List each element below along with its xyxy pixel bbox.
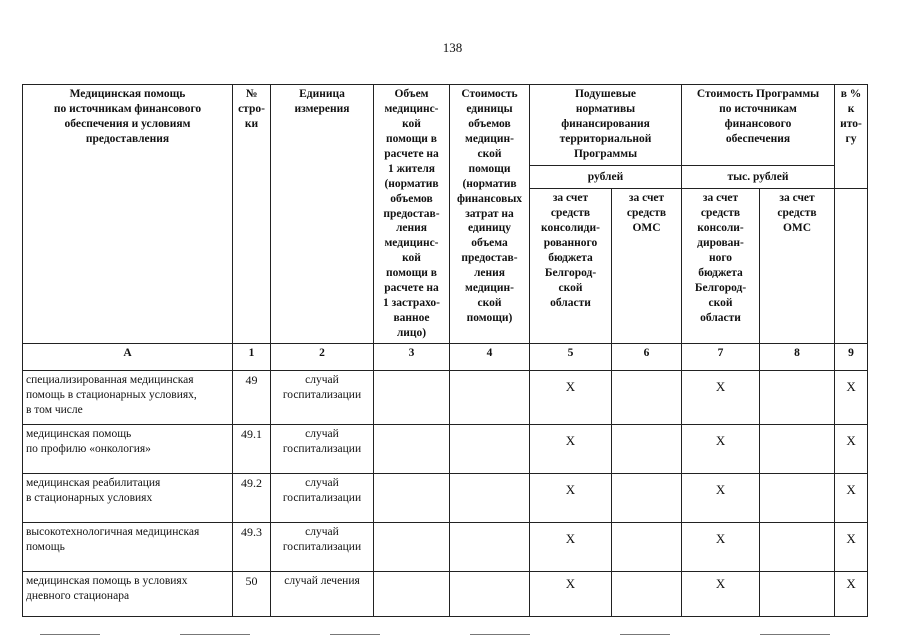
scan-mark [40,634,100,635]
row-col-6 [612,424,682,473]
header-col-9: в % к ито- гу [835,85,868,189]
row-number: 49.3 [233,522,271,571]
index-cell: 2 [271,343,374,370]
column-index-row [23,343,868,370]
row-col-7: Х [682,571,760,616]
row-number: 49.1 [233,424,271,473]
scan-mark [180,634,250,635]
row-col-3 [374,571,450,616]
index-cell: 6 [612,343,682,370]
header-col-1: № стро- ки [233,85,271,344]
row-col-3 [374,370,450,424]
row-col-5: Х [530,424,612,473]
row-col-9: Х [835,522,868,571]
index-cell: 5 [530,343,612,370]
header-unit-5-6: рублей [530,166,682,189]
page-number: 138 [442,40,463,55]
row-name: медицинская помощь по профилю «онкология» [23,424,233,473]
header-col-5: за счет средств консолиди- рованного бюджета Белгород- ской области [530,189,612,344]
row-number: 49.2 [233,473,271,522]
header-col-9-empty [835,189,868,344]
scan-mark [470,634,530,635]
row-col-6 [612,571,682,616]
scan-mark [620,634,670,635]
row-unit: случай госпитализации [271,370,374,424]
row-col-7: Х [682,522,760,571]
table-row [23,424,868,473]
row-col-6 [612,370,682,424]
row-col-9: Х [835,424,868,473]
row-col-5: Х [530,571,612,616]
row-col-6 [612,473,682,522]
row-unit: случай госпитализации [271,473,374,522]
header-col-8: за счет средств ОМС [760,189,835,344]
row-unit: случай лечения [271,571,374,616]
row-col-6 [612,522,682,571]
row-col-4 [450,522,530,571]
row-col-8 [760,473,835,522]
header-col-6: за счет средств ОМС [612,189,682,344]
header-col-4: Стоимость единицы объемов медицин- ской помощи (норматив финансовых затрат на единицу объема предостав- ления медицин- ской помощи) [450,85,530,344]
row-col-3 [374,424,450,473]
row-col-8 [760,571,835,616]
row-col-7: Х [682,473,760,522]
scan-mark [330,634,380,635]
financing-table [22,84,868,617]
row-col-4 [450,370,530,424]
scan-mark [760,634,830,635]
row-col-3 [374,522,450,571]
row-col-5: Х [530,522,612,571]
header-unit-7-8: тыс. рублей [682,166,835,189]
header-group-5-6: Подушевые нормативы финансирования территориальной Программы [530,85,682,166]
index-cell: 7 [682,343,760,370]
row-col-5: Х [530,370,612,424]
row-col-8 [760,522,835,571]
header-col-7: за счет средств консоли- дирован- ного бюджета Белгород- ской области [682,189,760,344]
row-col-8 [760,370,835,424]
table-row [23,571,868,616]
row-col-3 [374,473,450,522]
row-unit: случай госпитализации [271,522,374,571]
row-col-9: Х [835,370,868,424]
row-col-5: Х [530,473,612,522]
index-cell: А [23,343,233,370]
row-col-9: Х [835,571,868,616]
row-unit: случай госпитализации [271,424,374,473]
row-col-8 [760,424,835,473]
header-row-1 [23,85,868,166]
row-col-4 [450,424,530,473]
header-col-a: Медицинская помощь по источникам финансового обеспечения и условиям предоставления [23,85,233,344]
row-col-7: Х [682,424,760,473]
index-cell: 9 [835,343,868,370]
row-col-9: Х [835,473,868,522]
row-name: медицинская помощь в условиях дневного стационара [23,571,233,616]
row-col-7: Х [682,370,760,424]
row-name: специализированная медицинская помощь в стационарных условиях, в том числе [23,370,233,424]
index-cell: 8 [760,343,835,370]
row-number: 50 [233,571,271,616]
row-name: высокотехнологичная медицинская помощь [23,522,233,571]
table-row [23,473,868,522]
header-group-7-8: Стоимость Программы по источникам финансового обеспечения [682,85,835,166]
header-col-2: Единица измерения [271,85,374,344]
row-number: 49 [233,370,271,424]
index-cell: 3 [374,343,450,370]
row-name: медицинская реабилитация в стационарных условиях [23,473,233,522]
scan-edge-marks [0,630,905,640]
table-row [23,522,868,571]
index-cell: 4 [450,343,530,370]
index-cell: 1 [233,343,271,370]
row-col-4 [450,571,530,616]
row-col-4 [450,473,530,522]
header-col-3: Объем медицинс- кой помощи в расчете на 1 жителя (норматив объемов предостав- ления медицинс- кой помощи в расчете на 1 застрахо- ванное лицо) [374,85,450,344]
table-row [23,370,868,424]
